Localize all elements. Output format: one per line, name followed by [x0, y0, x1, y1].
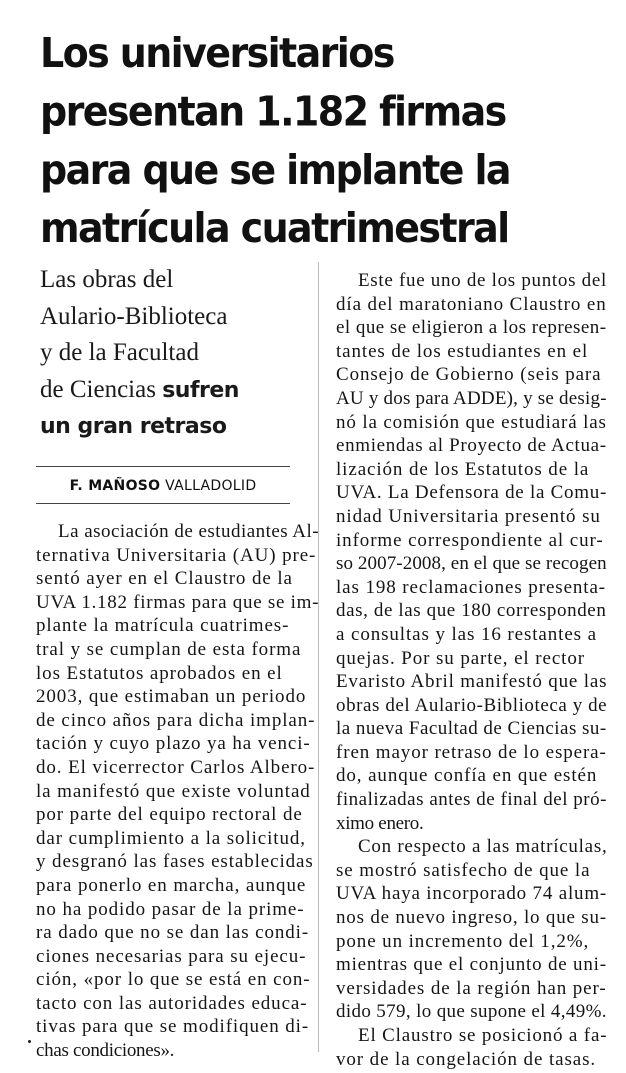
subhead-line-4-text: de Ciencias: [40, 375, 156, 403]
column1-line: tacto con las autoridades educa-: [36, 992, 308, 1014]
column2-line: finalizadas antes de final del pró-: [336, 789, 608, 811]
column1-line: de cinco años para dicha implan-: [36, 709, 316, 731]
column1-line: los Estatutos aprobados en el: [36, 662, 283, 684]
column1-line: tral y se cumplan de esta forma: [36, 638, 302, 660]
column2-line: pone un incremento del 1,2%,: [336, 930, 590, 952]
column2-line: nidad Universitaria presentó su: [336, 505, 601, 527]
article-headline: [40, 24, 600, 257]
column1-line: ción, «por lo que se está en con-: [36, 969, 311, 991]
article-subheading: [40, 262, 300, 446]
article-column-1: [36, 520, 318, 1063]
subhead-line-4: [40, 372, 300, 410]
byline-top-rule: [36, 466, 290, 467]
column2-line: do, aunque confía en que estén: [336, 765, 598, 787]
column1-line: 2003, que estimaban un periodo: [36, 686, 307, 708]
column2-line: mientras que el conjunto de uni-: [336, 954, 607, 976]
byline-place: VALLADOLID: [165, 478, 257, 494]
scan-speck: [28, 1040, 31, 1043]
column1-line: plante la matrícula cuatrimes-: [36, 615, 290, 637]
column2-line: Evaristo Abril manifestó que las: [336, 671, 608, 693]
headline-line-1: Los universitarios: [40, 29, 394, 77]
column2-line: las 198 reclamaciones presenta-: [336, 576, 607, 598]
column1-line: no ha podido pasar de la prime-: [36, 898, 305, 920]
column1-line: para ponerlo en marcha, aunque: [36, 874, 307, 896]
column1-line: ra dado que no se dan las condi-: [36, 922, 310, 944]
column2-line: ximo enero.: [336, 812, 424, 834]
byline: [36, 478, 290, 494]
column2-line: día del maratoniano Claustro en: [336, 293, 607, 315]
column2-line: AU y dos para ADDE), y se desig-: [336, 387, 607, 409]
column1-line: la manifestó que existe voluntad: [36, 780, 311, 802]
column2-line: tantes de los estudiantes en el: [336, 340, 589, 362]
column2-line: das, de las que 180 corresponden: [336, 600, 607, 622]
column2-line: vor de la congelación de tasas.: [336, 1048, 597, 1070]
column2-line: Consejo de Gobierno (seis para: [336, 364, 602, 386]
column2-line: UVA haya incorporado 74 alum-: [336, 883, 608, 905]
column1-line: dar cumplimiento a la solicitud,: [36, 827, 306, 849]
column2-line: el que se eligieron a los represen-: [336, 317, 607, 339]
column2-line: nó la comisión que estudiará las: [336, 411, 607, 433]
byline-bottom-rule: [36, 503, 290, 504]
subhead-line-2: Aulario-Biblioteca: [40, 302, 228, 330]
column2-line: fren mayor retraso de lo espera-: [336, 741, 607, 763]
column2-line: Con respecto a las matrículas,: [358, 836, 608, 858]
column2-line: obras del Aulario-Biblioteca y de: [336, 694, 608, 716]
headline-line-4: matrícula cuatrimestral: [40, 204, 509, 252]
column2-line: enmiendas al Proyecto de Actua-: [336, 435, 607, 457]
column2-line: la nueva Facultad de Ciencias su-: [336, 718, 607, 740]
column2-line: versidades de la región han per-: [336, 977, 607, 999]
column2-line: Este fue uno de los puntos del: [358, 270, 607, 291]
column2-line: informe correspondiente al cur-: [336, 529, 604, 551]
column1-line: y desgranó las fases establecidas: [36, 851, 314, 873]
column2-line: lización de los Estatutos de la: [336, 458, 590, 480]
column1-line: por parte del equipo rectoral de: [36, 804, 303, 826]
column2-line: se mostró satisfecho de que la: [336, 859, 591, 881]
byline-author: F. MAÑOSO: [69, 478, 161, 494]
column2-line: a consultas y las 16 restantes a: [336, 623, 597, 645]
column2-line: UVA. La Defensora de la Comu-: [336, 482, 608, 504]
column2-line: quejas. Por su parte, el rector: [336, 647, 585, 669]
column1-line: do. El vicerrector Carlos Albero-: [36, 756, 316, 778]
subhead-line-1: Las obras del: [40, 266, 174, 293]
column2-line: El Claustro se posicionó a fa-: [358, 1025, 608, 1046]
subhead-bold-last: un gran retraso: [40, 414, 227, 439]
article-column-2: [336, 269, 606, 1071]
column1-line: ciones necesarias para su ejecu-: [36, 945, 307, 967]
column1-line: La asociación de estudiantes Al-: [58, 521, 320, 542]
column1-line: tación y cuyo plazo ya ha venci-: [36, 733, 311, 755]
column2-line: nos de nuevo ingreso, lo que su-: [336, 907, 607, 929]
column1-line: sentó ayer en el Claustro de la: [36, 568, 293, 590]
headline-line-3: para que se implante la: [40, 146, 510, 194]
subhead-line-3: y de la Facultad: [40, 339, 199, 366]
subhead-bold-inline: sufren: [162, 377, 239, 403]
column1-line: ternativa Universitaria (AU) pre-: [36, 544, 317, 566]
column-divider: [318, 262, 319, 1052]
column1-line: chas condiciones».: [36, 1040, 175, 1062]
column1-line: tivas para que se modifiquen di-: [36, 1016, 310, 1038]
column2-line: dido 579, lo que supone el 4,49%.: [336, 1001, 607, 1023]
column2-line: so 2007-2008, en el que se recogen: [336, 553, 607, 575]
headline-line-2: presentan 1.182 firmas: [40, 87, 506, 136]
column1-line: UVA 1.182 firmas para que se im-: [36, 591, 320, 613]
